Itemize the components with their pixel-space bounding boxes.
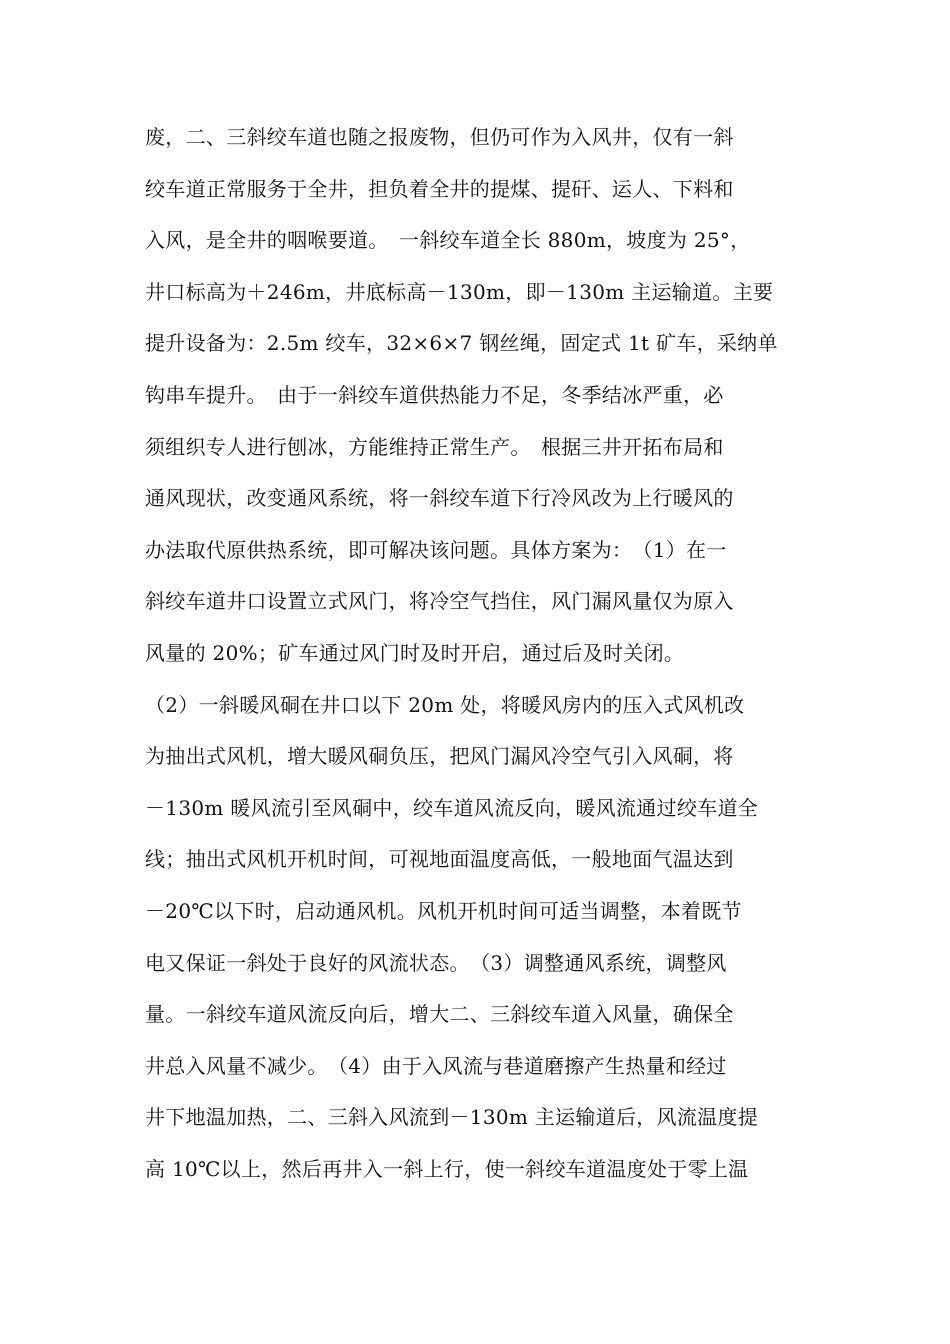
text-line: 高 10℃以上，然后再井入一斜上行，使一斜绞车道温度处于零上温: [145, 1156, 749, 1181]
text-line: （2）一斜暖风硐在井口以下 20m 处，将暖风房内的压入式风机改: [145, 692, 745, 717]
text-line: 电又保证一斜处于良好的风流状态。 （3）调整通风系统，调整风: [145, 950, 727, 975]
text-line: 钩串车提升。 由于一斜绞车道供热能力不足，冬季结冰严重，必: [145, 382, 724, 407]
text-line: －20℃以下时，启动通风机。风机开机时间可适当调整，本着既节: [145, 898, 742, 923]
text-line: 井总入风量不减少。 （4）由于入风流与巷道磨擦产生热量和经过: [145, 1053, 727, 1078]
text-line: 井口标高为＋246m，井底标高－130m，即－130m 主运输道。主要: [145, 279, 774, 304]
text-line: 废，二、三斜绞车道也随之报废物，但仍可作为入风井，仅有一斜: [145, 125, 734, 149]
text-line: 绞车道正常服务于全井，担负着全井的提煤、提矸、运人、下料和: [145, 176, 734, 201]
text-line: 风量的 20%；矿车通过风门时及时开启，通过后及时关闭。: [145, 640, 685, 665]
text-line: 提升设备为：2.5m 绞车，32×6×7 钢丝绳，固定式 1t 矿车，采纳单: [145, 331, 778, 356]
text-line: 须组织专人进行刨冰，方能维持正常生产。 根据三井开拓布局和: [145, 434, 724, 459]
text-line: 线；抽出式风机开机时间，可视地面温度高低，一般地面气温达到: [145, 847, 734, 872]
text-line: －130m 暖风流引至风硐中，绞车道风流反向，暖风流通过绞车道全: [145, 795, 759, 820]
text-line: 量。一斜绞车道风流反向后，增大二、三斜绞车道入风量，确保全: [145, 1002, 734, 1027]
text-line: 井下地温加热，二、三斜入风流到－130m 主运输道后，风流温度提: [145, 1105, 759, 1130]
body-text: [145, 112, 815, 1195]
text-line: 为抽出式风机，增大暖风硐负压，把风门漏风冷空气引入风硐，将: [145, 744, 734, 769]
text-line: 入风，是全井的咽喉要道。 一斜绞车道全长 880m，坡度为 25°，: [145, 228, 751, 253]
text-line: 办法取代原供热系统，即可解决该问题。具体方案为： （1）在一: [145, 537, 727, 562]
text-line: 斜绞车道井口设置立式风门，将冷空气挡住，风门漏风量仅为原入: [145, 589, 734, 614]
text-line: 通风现状，改变通风系统，将一斜绞车道下行冷风改为上行暖风的: [145, 486, 734, 511]
